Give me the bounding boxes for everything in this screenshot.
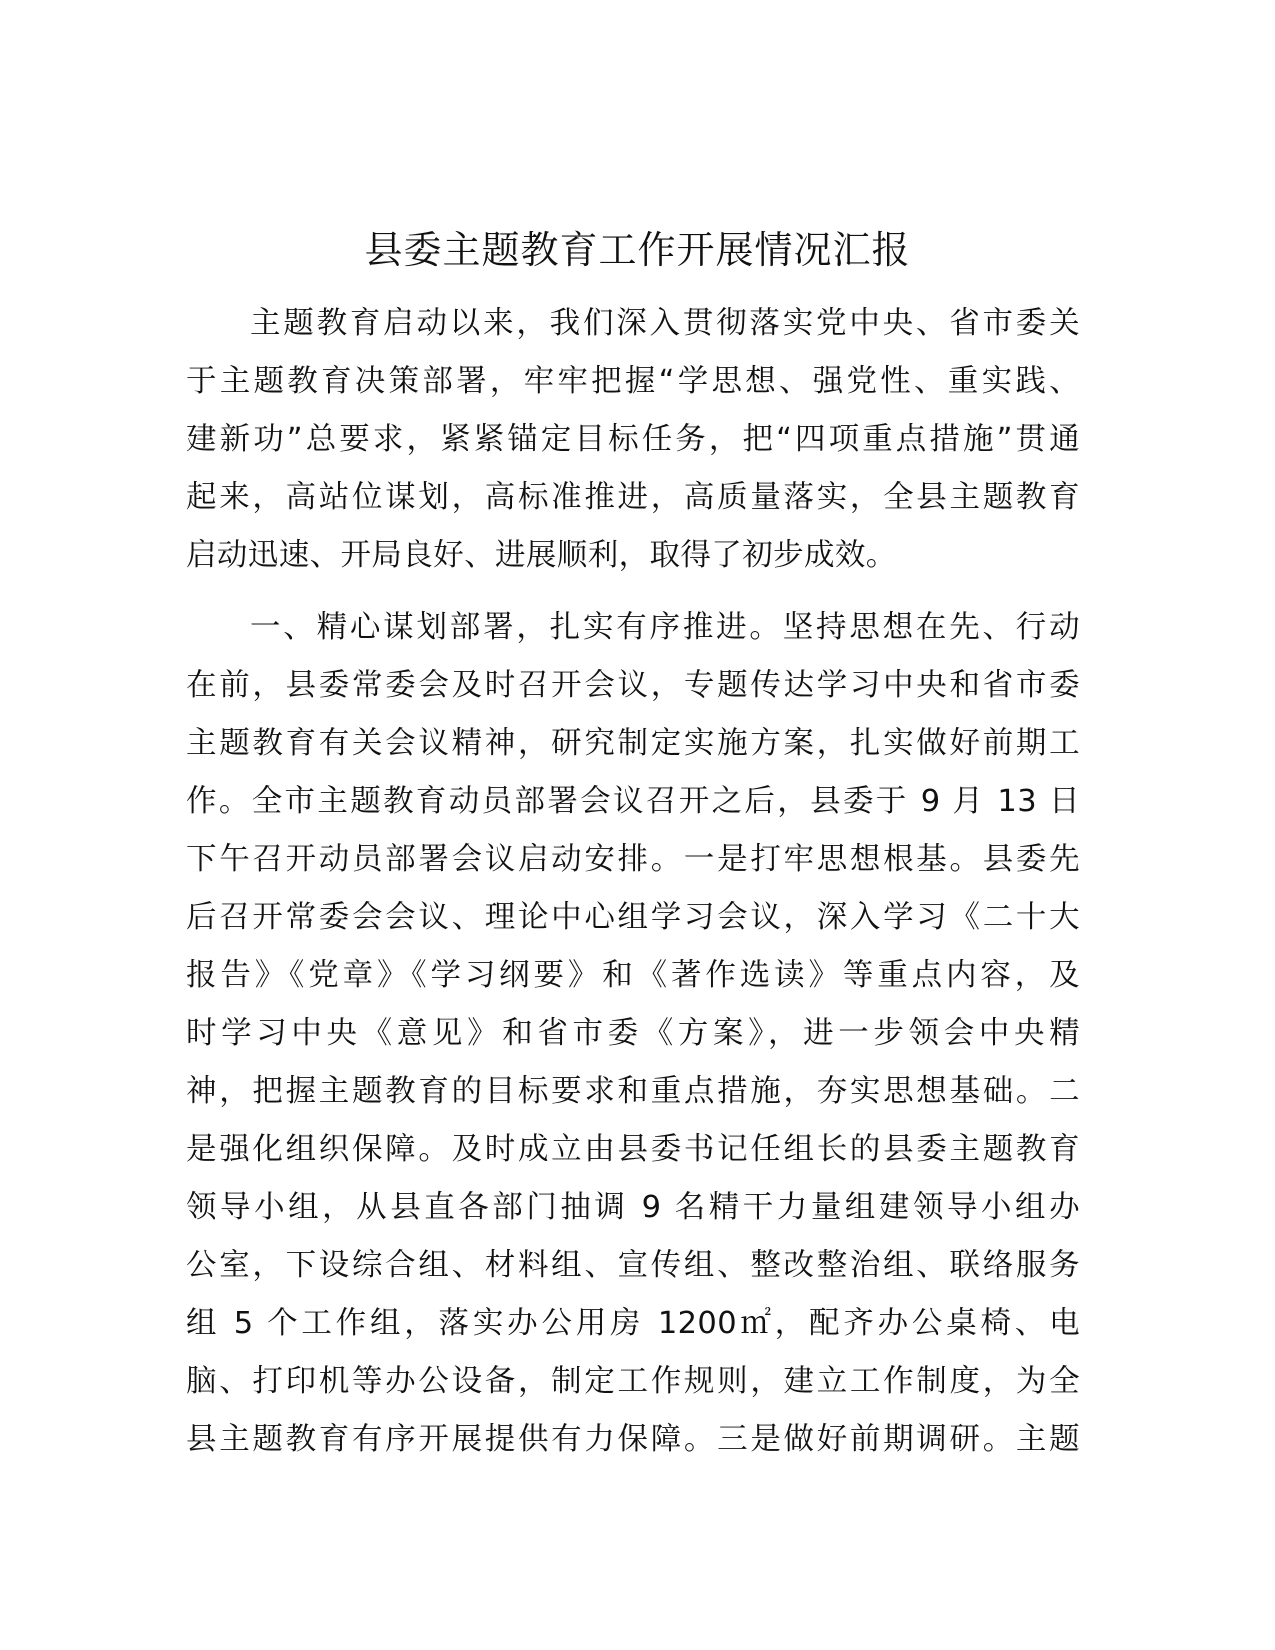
paragraph-line: 领导小组，从县直各部门抽调 9 名精干力量组建领导小组办 <box>186 1190 1080 1225</box>
document-body <box>186 295 1080 1469</box>
paragraph-line: 后召开常委会会议、理论中心组学习会议，深入学习《二十大 <box>186 900 1080 935</box>
paragraph-line: 组 5 个工作组，落实办公用房 1200㎡，配齐办公桌椅、电 <box>186 1306 1080 1341</box>
paragraph-line: 报告》《党章》《学习纲要》和《著作选读》等重点内容，及 <box>186 958 1080 993</box>
document-title: 县委主题教育工作开展情况汇报 <box>364 228 911 272</box>
paragraph-line: 主题教育有关会议精神，研究制定实施方案，扎实做好前期工 <box>186 726 1080 761</box>
paragraph-line: 启动迅速、开局良好、进展顺利，取得了初步成效。 <box>186 538 897 573</box>
paragraph-line: 公室，下设综合组、材料组、宣传组、整改整治组、联络服务 <box>186 1248 1080 1283</box>
paragraph-line: 时学习中央《意见》和省市委《方案》，进一步领会中央精 <box>186 1016 1080 1051</box>
paragraph-line: 在前，县委常委会及时召开会议，专题传达学习中央和省市委 <box>186 668 1080 703</box>
paragraph-section-one <box>186 599 1080 1469</box>
paragraph-line: 作。全市主题教育动员部署会议召开之后，县委于 9 月 13 日 <box>186 784 1080 819</box>
paragraph-intro <box>186 295 1080 585</box>
paragraph-line: 起来，高站位谋划，高标准推进，高质量落实，全县主题教育 <box>186 480 1080 515</box>
paragraph-line: 一、精心谋划部署，扎实有序推进。坚持思想在先、行动 <box>250 610 1080 645</box>
paragraph-line: 县主题教育有序开展提供有力保障。三是做好前期调研。主题 <box>186 1422 1080 1457</box>
paragraph-spacer <box>186 585 1080 599</box>
paragraph-line: 神，把握主题教育的目标要求和重点措施，夯实思想基础。二 <box>186 1074 1080 1109</box>
paragraph-line: 是强化组织保障。及时成立由县委书记任组长的县委主题教育 <box>186 1132 1080 1167</box>
paragraph-line: 主题教育启动以来，我们深入贯彻落实党中央、省市委关 <box>250 306 1080 341</box>
paragraph-line: 建新功”总要求，紧紧锚定目标任务，把“四项重点措施”贯通 <box>186 422 1080 457</box>
paragraph-line: 脑、打印机等办公设备，制定工作规则，建立工作制度，为全 <box>186 1364 1080 1399</box>
paragraph-line: 于主题教育决策部署，牢牢把握“学思想、强党性、重实践、 <box>186 364 1080 399</box>
paragraph-line: 下午召开动员部署会议启动安排。一是打牢思想根基。县委先 <box>186 842 1080 877</box>
